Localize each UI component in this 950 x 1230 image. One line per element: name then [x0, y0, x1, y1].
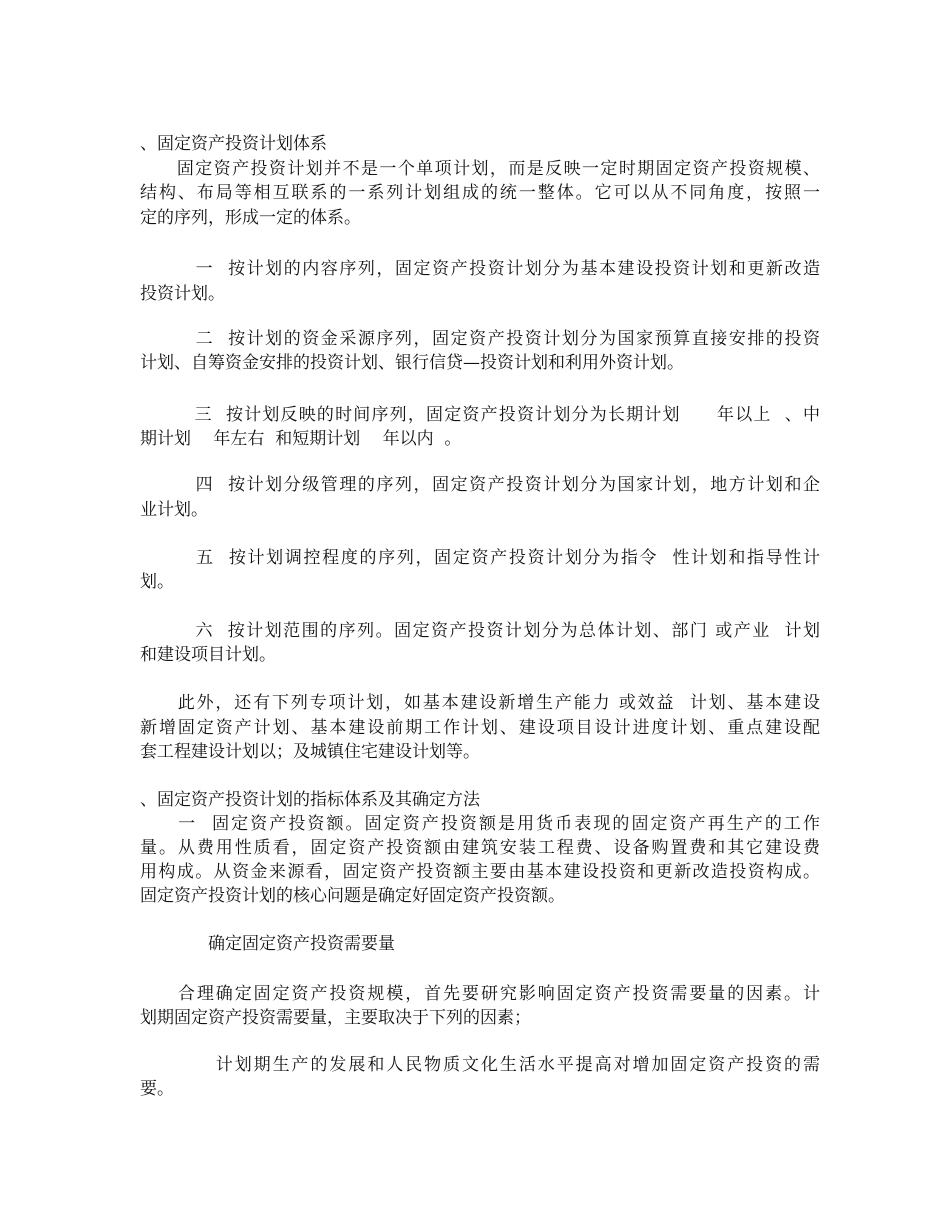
section-heading-indicator-system: 、固定资产投资计划的指标体系及其确定方法	[140, 790, 480, 810]
intro-paragraph-line: 定的序列，形成一定的体系。	[140, 208, 361, 228]
investment-amount-paragraph-line: 固定资产投资计划的核心问题是确定好固定资产投资额。	[140, 886, 565, 906]
investment-amount-paragraph-line: 一 固定资产投资额。固定资产投资额是用货币表现的固定资产再生产的工作	[140, 814, 820, 834]
demand-factors-paragraph-line: 划期固定资产投资需要量，主要取决于下列的因素；	[140, 1008, 531, 1028]
investment-amount-paragraph-line: 用构成。从资金来源看，固定资产投资额主要由基本建设投资和更新改造投资构成。	[140, 862, 820, 882]
demand-factors-paragraph-line: 合理确定固定资产投资规模，首先要研究影响固定资产投资需要量的因素。计	[140, 984, 820, 1004]
intro-paragraph-line: 结构、布局等相互联系的一系列计划组成的统一整体。它可以从不同角度，按照一	[140, 183, 820, 203]
factor-production-growth-line: 要。	[140, 1079, 174, 1099]
factor-production-growth-line: 计划期生产的发展和人民物质文化生活水平提高对增加固定资产投资的需	[140, 1055, 820, 1075]
list-item-funding-sequence: 二 按计划的资金采源序列，固定资产投资计划分为国家预算直接安排的投资	[140, 329, 820, 349]
list-item-content-sequence: 投资计划。	[140, 284, 225, 304]
list-item-time-sequence: 三 按计划反映的时间序列，固定资产投资计划分为长期计划 年以上 、中	[140, 405, 820, 425]
subheading-investment-demand: 确定固定资产投资需要量	[140, 934, 395, 954]
special-plans-paragraph-line: 此外，还有下列专项计划，如基本建设新增生产能力 或效益 计划、基本建设	[140, 693, 820, 713]
special-plans-paragraph-line: 新增固定资产计划、基本建设前期工作计划、建设项目设计进度计划、重点建设配	[140, 718, 820, 738]
list-item-time-sequence: 期计划 年左右 和短期计划 年以内 。	[140, 429, 462, 449]
list-item-scope-sequence: 六 按计划范围的序列。固定资产投资计划分为总体计划、部门 或产业 计划	[140, 621, 820, 641]
investment-amount-paragraph-line: 量。从费用性质看，固定资产投资额由建筑安装工程费、设备购置费和其它建设费	[140, 838, 820, 858]
special-plans-paragraph-line: 套工程建设计划以；及城镇住宅建设计划等。	[140, 742, 480, 762]
list-item-management-sequence: 业计划。	[140, 500, 208, 520]
intro-paragraph-line: 固定资产投资计划并不是一个单项计划，而是反映一定时期固定资产投资规模、	[140, 159, 820, 179]
list-item-management-sequence: 四 按计划分级管理的序列，固定资产投资计划分为国家计划，地方计划和企	[140, 475, 820, 495]
section-heading-investment-plan-system: 、固定资产投资计划体系	[140, 134, 327, 154]
list-item-scope-sequence: 和建设项目计划。	[140, 645, 276, 665]
list-item-control-sequence: 划。	[140, 572, 174, 592]
list-item-funding-sequence: 计划、自筹资金安排的投资计划、银行信贷—投资计划和利用外资计划。	[140, 353, 684, 373]
list-item-content-sequence: 一 按计划的内容序列，固定资产投资计划分为基本建设投资计划和更新改造	[140, 259, 820, 279]
list-item-control-sequence: 五 按计划调控程度的序列，固定资产投资计划分为指令 性计划和指导性计	[140, 548, 820, 568]
